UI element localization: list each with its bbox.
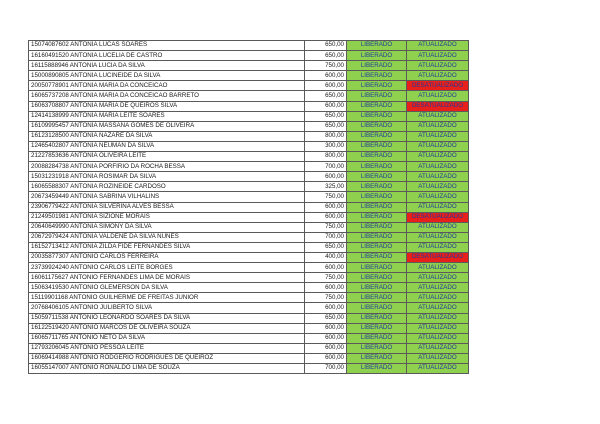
name-cell[interactable]: 16069414988 ANTONIO RODGERIO RODRIGUES DE QUEIROZ: [29, 353, 305, 363]
update-cell[interactable]: DESATUALIZADO: [407, 212, 469, 222]
value-cell[interactable]: 325,00: [305, 182, 347, 192]
value-cell[interactable]: 700,00: [305, 364, 347, 374]
status-cell[interactable]: LIBERADO: [347, 131, 407, 141]
table-row: [29, 202, 469, 212]
name-cell[interactable]: 15000890805 ANTONIA LUCINEIDE DA SILVA: [29, 71, 305, 81]
value-cell[interactable]: 600,00: [305, 323, 347, 333]
update-cell[interactable]: DESATUALIZADO: [407, 101, 469, 111]
value-cell[interactable]: 750,00: [305, 293, 347, 303]
update-cell[interactable]: ATUALIZADO: [407, 313, 469, 323]
update-cell[interactable]: ATUALIZADO: [407, 353, 469, 363]
status-cell[interactable]: LIBERADO: [347, 222, 407, 232]
status-cell[interactable]: LIBERADO: [347, 353, 407, 363]
value-cell[interactable]: 800,00: [305, 131, 347, 141]
table-row: [29, 293, 469, 303]
table-row: [29, 152, 469, 162]
update-cell[interactable]: ATUALIZADO: [407, 182, 469, 192]
status-cell[interactable]: LIBERADO: [347, 162, 407, 172]
name-cell[interactable]: 16152713412 ANTONIA ZILDA FIDE FERNANDES SILVA: [29, 242, 305, 252]
name-cell[interactable]: 15063419530 ANTONIO GLEMERSON DA SILVA: [29, 283, 305, 293]
name-cell[interactable]: 15059711538 ANTONIO LEONARDO SOARES DA SILVA: [29, 313, 305, 323]
table-row: [29, 61, 469, 71]
status-cell[interactable]: LIBERADO: [347, 293, 407, 303]
table-row: [29, 212, 469, 222]
update-cell[interactable]: ATUALIZADO: [407, 293, 469, 303]
value-cell[interactable]: 750,00: [305, 222, 347, 232]
name-cell[interactable]: 16065737208 ANTONIA MARIA DA CONCEICAO BARRETO: [29, 91, 305, 101]
name-cell[interactable]: 23906779422 ANTONIA SILVERINA ALVES BESSA: [29, 202, 305, 212]
status-cell[interactable]: LIBERADO: [347, 121, 407, 131]
update-cell[interactable]: ATUALIZADO: [407, 91, 469, 101]
table-row: [29, 283, 469, 293]
name-cell[interactable]: 20050778901 ANTONIA MARIA DA CONCEICAO: [29, 81, 305, 91]
update-cell[interactable]: ATUALIZADO: [407, 131, 469, 141]
value-cell[interactable]: 600,00: [305, 101, 347, 111]
table-row: [29, 353, 469, 363]
value-cell[interactable]: 600,00: [305, 353, 347, 363]
table-row: [29, 273, 469, 283]
name-cell[interactable]: 16065711765 ANTONIO NETO DA SILVA: [29, 333, 305, 343]
status-cell[interactable]: LIBERADO: [347, 71, 407, 81]
value-cell[interactable]: 600,00: [305, 263, 347, 273]
value-cell[interactable]: 400,00: [305, 252, 347, 262]
value-cell[interactable]: 750,00: [305, 192, 347, 202]
status-cell[interactable]: LIBERADO: [347, 343, 407, 353]
name-cell[interactable]: 16063708807 ANTONIA MARIA DE QUEIROS SILVA: [29, 101, 305, 111]
status-cell[interactable]: LIBERADO: [347, 111, 407, 121]
status-cell[interactable]: LIBERADO: [347, 192, 407, 202]
value-cell[interactable]: 600,00: [305, 303, 347, 313]
value-cell[interactable]: 600,00: [305, 333, 347, 343]
name-cell[interactable]: 16122519420 ANTONIO MARCOS DE OLIVEIRA SOUZA: [29, 323, 305, 333]
table-row: [29, 192, 469, 202]
name-cell[interactable]: 23739924240 ANTONIO CARLOS LEITE BORGES: [29, 263, 305, 273]
status-cell[interactable]: LIBERADO: [347, 91, 407, 101]
name-cell[interactable]: 16123128500 ANTONIA NAZARE DA SILVA: [29, 131, 305, 141]
status-cell[interactable]: LIBERADO: [347, 172, 407, 182]
update-cell[interactable]: ATUALIZADO: [407, 323, 469, 333]
update-cell[interactable]: DESATUALIZADO: [407, 81, 469, 91]
spreadsheet-body: [29, 41, 469, 374]
name-cell[interactable]: 20088284738 ANTONIA PORFIRIO DA ROCHA BESSA: [29, 162, 305, 172]
table-row: [29, 51, 469, 61]
name-cell[interactable]: 20768406105 ANTONIO JULIBERTO SILVA: [29, 303, 305, 313]
status-cell[interactable]: LIBERADO: [347, 101, 407, 111]
update-cell[interactable]: ATUALIZADO: [407, 121, 469, 131]
status-cell[interactable]: LIBERADO: [347, 313, 407, 323]
value-cell[interactable]: 800,00: [305, 152, 347, 162]
value-cell[interactable]: 750,00: [305, 61, 347, 71]
table-row: [29, 182, 469, 192]
value-cell[interactable]: 650,00: [305, 91, 347, 101]
update-cell[interactable]: ATUALIZADO: [407, 141, 469, 151]
status-cell[interactable]: LIBERADO: [347, 242, 407, 252]
value-cell[interactable]: 600,00: [305, 283, 347, 293]
status-cell[interactable]: LIBERADO: [347, 182, 407, 192]
table-row: [29, 121, 469, 131]
table-row: [29, 141, 469, 151]
value-cell[interactable]: 600,00: [305, 343, 347, 353]
table-row: [29, 222, 469, 232]
status-cell[interactable]: LIBERADO: [347, 263, 407, 273]
name-cell[interactable]: 16061175627 ANTONIO FERNANDES LIMA DE MORAIS: [29, 273, 305, 283]
table-row: [29, 71, 469, 81]
status-cell[interactable]: LIBERADO: [347, 212, 407, 222]
name-cell[interactable]: 15119901168 ANTONIO GUILHERME DE FREITAS JUNIOR: [29, 293, 305, 303]
status-cell[interactable]: LIBERADO: [347, 232, 407, 242]
table-row: [29, 111, 469, 121]
status-cell[interactable]: LIBERADO: [347, 152, 407, 162]
status-cell[interactable]: LIBERADO: [347, 333, 407, 343]
spreadsheet-table: [28, 40, 469, 374]
name-cell[interactable]: 20640649990 ANTONIA SIMONY DA SILVA: [29, 222, 305, 232]
table-row: [29, 252, 469, 262]
table-row: [29, 131, 469, 141]
name-cell[interactable]: 15074087602 ANTONIA LUCAS SOARES: [29, 41, 305, 51]
value-cell[interactable]: 650,00: [305, 51, 347, 61]
update-cell[interactable]: ATUALIZADO: [407, 222, 469, 232]
status-cell[interactable]: LIBERADO: [347, 81, 407, 91]
name-cell[interactable]: 12465402807 ANTONIA NEUMAN DA SILVA: [29, 141, 305, 151]
name-cell[interactable]: 16160491520 ANTONIA LUCELIA DE CASTRO: [29, 51, 305, 61]
table-row: [29, 263, 469, 273]
name-cell[interactable]: 12793206045 ANTONIO PESSOA LEITE: [29, 343, 305, 353]
name-cell[interactable]: 16115888946 ANTONIA LUCIA DA SILVA: [29, 61, 305, 71]
name-cell[interactable]: 16065588307 ANTONIA ROZINEIDE CARDOSO: [29, 182, 305, 192]
table-row: [29, 101, 469, 111]
status-cell[interactable]: LIBERADO: [347, 273, 407, 283]
update-cell[interactable]: ATUALIZADO: [407, 273, 469, 283]
update-cell[interactable]: ATUALIZADO: [407, 71, 469, 81]
table-row: [29, 343, 469, 353]
value-cell[interactable]: 600,00: [305, 81, 347, 91]
update-cell[interactable]: ATUALIZADO: [407, 162, 469, 172]
value-cell[interactable]: 650,00: [305, 313, 347, 323]
table-row: [29, 162, 469, 172]
status-cell[interactable]: LIBERADO: [347, 364, 407, 374]
name-cell[interactable]: 20035877307 ANTONIO CARLOS FERREIRA: [29, 252, 305, 262]
update-cell[interactable]: ATUALIZADO: [407, 232, 469, 242]
update-cell[interactable]: ATUALIZADO: [407, 192, 469, 202]
update-cell[interactable]: ATUALIZADO: [407, 172, 469, 182]
value-cell[interactable]: 600,00: [305, 172, 347, 182]
update-cell[interactable]: ATUALIZADO: [407, 242, 469, 252]
status-cell[interactable]: LIBERADO: [347, 252, 407, 262]
update-cell[interactable]: ATUALIZADO: [407, 111, 469, 121]
update-cell[interactable]: ATUALIZADO: [407, 283, 469, 293]
value-cell[interactable]: 650,00: [305, 111, 347, 121]
update-cell[interactable]: ATUALIZADO: [407, 343, 469, 353]
value-cell[interactable]: 600,00: [305, 212, 347, 222]
table-row: [29, 41, 469, 51]
update-cell[interactable]: ATUALIZADO: [407, 152, 469, 162]
table-row: [29, 172, 469, 182]
status-cell[interactable]: LIBERADO: [347, 51, 407, 61]
update-cell[interactable]: ATUALIZADO: [407, 364, 469, 374]
name-cell[interactable]: 20673459449 ANTONIA SABRINA VILHALINS: [29, 192, 305, 202]
table-row: [29, 303, 469, 313]
status-cell[interactable]: LIBERADO: [347, 283, 407, 293]
value-cell[interactable]: 600,00: [305, 202, 347, 212]
update-cell[interactable]: ATUALIZADO: [407, 202, 469, 212]
name-cell[interactable]: 21227853636 ANTONIA OLIVEIRA LEITE: [29, 152, 305, 162]
value-cell[interactable]: 650,00: [305, 242, 347, 252]
status-cell[interactable]: LIBERADO: [347, 323, 407, 333]
name-cell[interactable]: 16055147007 ANTONIO RONALDO LIMA DE SOUZA: [29, 364, 305, 374]
value-cell[interactable]: 650,00: [305, 41, 347, 51]
value-cell[interactable]: 700,00: [305, 162, 347, 172]
table-row: [29, 364, 469, 374]
update-cell[interactable]: ATUALIZADO: [407, 263, 469, 273]
table-row: [29, 323, 469, 333]
value-cell[interactable]: 700,00: [305, 232, 347, 242]
name-cell[interactable]: 21249501981 ANTONIA SIZIONE MORAIS: [29, 212, 305, 222]
update-cell[interactable]: ATUALIZADO: [407, 51, 469, 61]
value-cell[interactable]: 750,00: [305, 273, 347, 283]
status-cell[interactable]: LIBERADO: [347, 61, 407, 71]
name-cell[interactable]: 15031231918 ANTONIA ROSIMAR DA SILVA: [29, 172, 305, 182]
name-cell[interactable]: 16109995457 ANTONIA MASSANA GOMES DE OLIVEIRA: [29, 121, 305, 131]
status-cell[interactable]: LIBERADO: [347, 202, 407, 212]
status-cell[interactable]: LIBERADO: [347, 303, 407, 313]
update-cell[interactable]: ATUALIZADO: [407, 303, 469, 313]
value-cell[interactable]: 600,00: [305, 71, 347, 81]
update-cell[interactable]: ATUALIZADO: [407, 41, 469, 51]
value-cell[interactable]: 650,00: [305, 121, 347, 131]
table-row: [29, 333, 469, 343]
value-cell[interactable]: 300,00: [305, 141, 347, 151]
table-row: [29, 313, 469, 323]
name-cell[interactable]: 12414138999 ANTONIA MARIA LEITE SOARES: [29, 111, 305, 121]
update-cell[interactable]: ATUALIZADO: [407, 333, 469, 343]
table-row: [29, 91, 469, 101]
table-row: [29, 242, 469, 252]
status-cell[interactable]: LIBERADO: [347, 141, 407, 151]
update-cell[interactable]: ATUALIZADO: [407, 61, 469, 71]
name-cell[interactable]: 20672979424 ANTONIA VALDENE DA SILVA NUNES: [29, 232, 305, 242]
table-row: [29, 81, 469, 91]
status-cell[interactable]: LIBERADO: [347, 41, 407, 51]
table-row: [29, 232, 469, 242]
update-cell[interactable]: DESATUALIZADO: [407, 252, 469, 262]
